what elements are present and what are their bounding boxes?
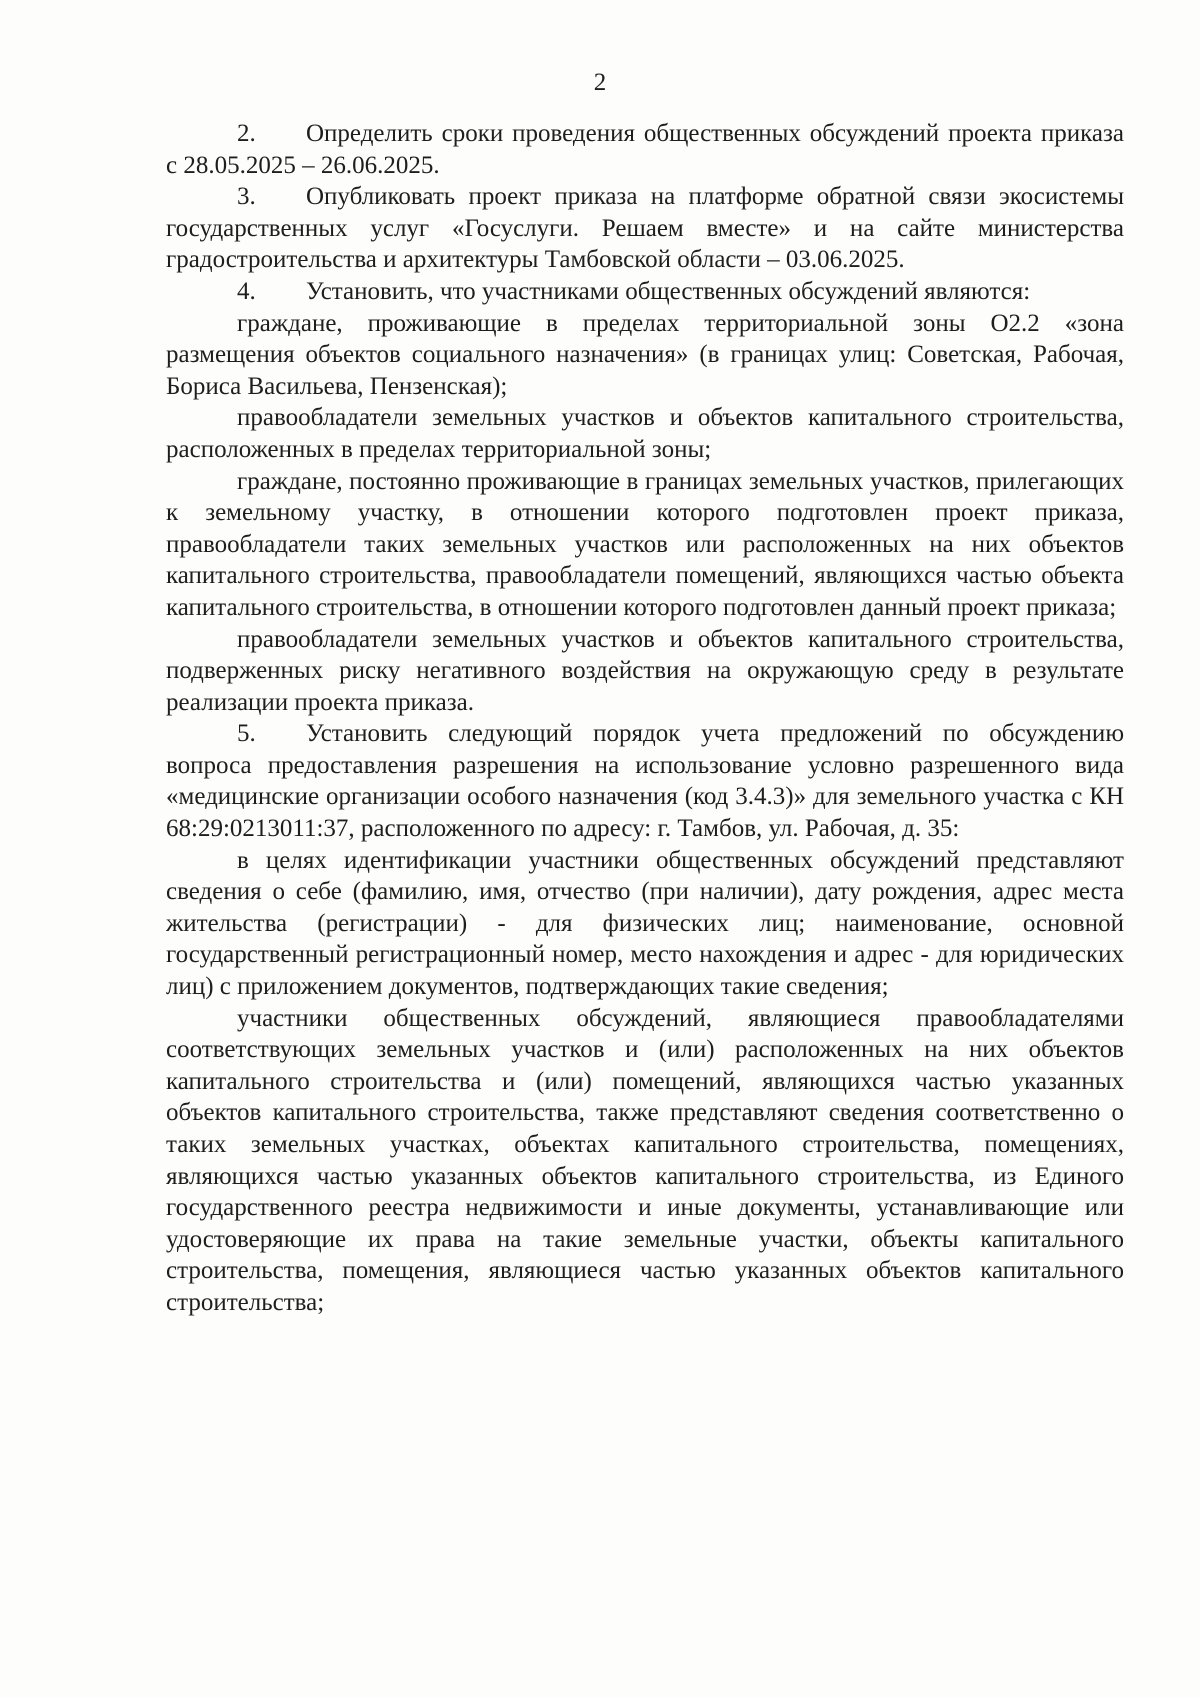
paragraph-identification: в целях идентификации участники общественных обсуждений представляют сведения о себе (фамилию, имя, отчество (при наличии), дату рождения, адрес места жительства (регистрации) - для физических лиц; наименование, основной государственный регистрационный номер, место нахождения и адрес - для юридических лиц) с приложением документов, подтверждающих такие сведения; — [166, 846, 1124, 1001]
paragraph-item-4 — [166, 276, 1124, 308]
paragraph-rightholders: участники общественных обсуждений, являющиеся правообладателями соответствующих земельных участков и (или) расположенных на них объектов капитального строительства и (или) помещений, являющихся частью указанных объектов капитального строительства, также представляют сведения соответственно о таких земельных участках, объектах капитального строительства, помещениях, являющихся частью указанных объектов капитального строительства, из Единого государственного реестра недвижимости и иные документы, устанавливающие или удостоверяющие их права на такие земельные участки, объекты капитального строительства, помещения, являющиеся частью указанных объектов капитального строительства; — [166, 1004, 1124, 1316]
item-number: 4. — [237, 277, 256, 305]
document-body — [166, 118, 1124, 1319]
paragraph-participants-residents: граждане, проживающие в пределах территориальной зоны О2.2 «зона размещения объектов социального назначения» (в границах улиц: Советская, Рабочая, Бориса Васильева, Пензенская); — [166, 309, 1124, 400]
item-number: 3. — [237, 183, 256, 211]
page-number: 2 — [593, 69, 607, 96]
paragraph-text: Установить следующий порядок учета предложений по обсуждению вопроса предоставления разрешения на использование условно разрешенного вида «медицинские организации особого назначения (код 3.4.3)» для земельного участка с КН 68:29:0213011:37, расположенного по адресу: г. Тамбов, ул. Рабочая, д. 35: — [166, 720, 1124, 843]
paragraph-text: Установить, что участниками общественных обсуждений являются: — [306, 277, 1031, 305]
paragraph-participants-risk: правообладатели земельных участков и объектов капитального строительства, подверженных риску негативного воздействия на окружающую среду в результате реализации проекта приказа. — [166, 625, 1124, 716]
item-number: 5. — [237, 720, 256, 748]
paragraph-text: Опубликовать проект приказа на платформе обратной связи экосистемы государственных услуг «Госуслуги. Решаем вместе» и на сайте министерства градостроительства и архитектуры Тамбовской области – 03.06.2025. — [166, 183, 1124, 274]
item-number: 2. — [237, 120, 256, 147]
paragraph-item-5 — [166, 718, 1124, 844]
paragraph-participants-adjacent: граждане, постоянно проживающие в границах земельных участков, прилегающих к земельному участку, в отношении которого подготовлен проект приказа, правообладатели таких земельных участков или расположенных на них объектов капитального строительства, правообладатели помещений, являющихся частью объекта капитального строительства, в отношении которого подготовлен данный проект приказа; — [166, 467, 1124, 621]
paragraph-text: Определить сроки проведения общественных обсуждений проекта приказа с 28.05.2025 – 26.06.2025. — [166, 120, 1124, 179]
paragraph-participants-owners: правообладатели земельных участков и объектов капитального строительства, расположенных в пределах территориальной зоны; — [166, 404, 1124, 463]
paragraph-item-2 — [166, 118, 1124, 181]
paragraph-item-3 — [166, 181, 1124, 276]
